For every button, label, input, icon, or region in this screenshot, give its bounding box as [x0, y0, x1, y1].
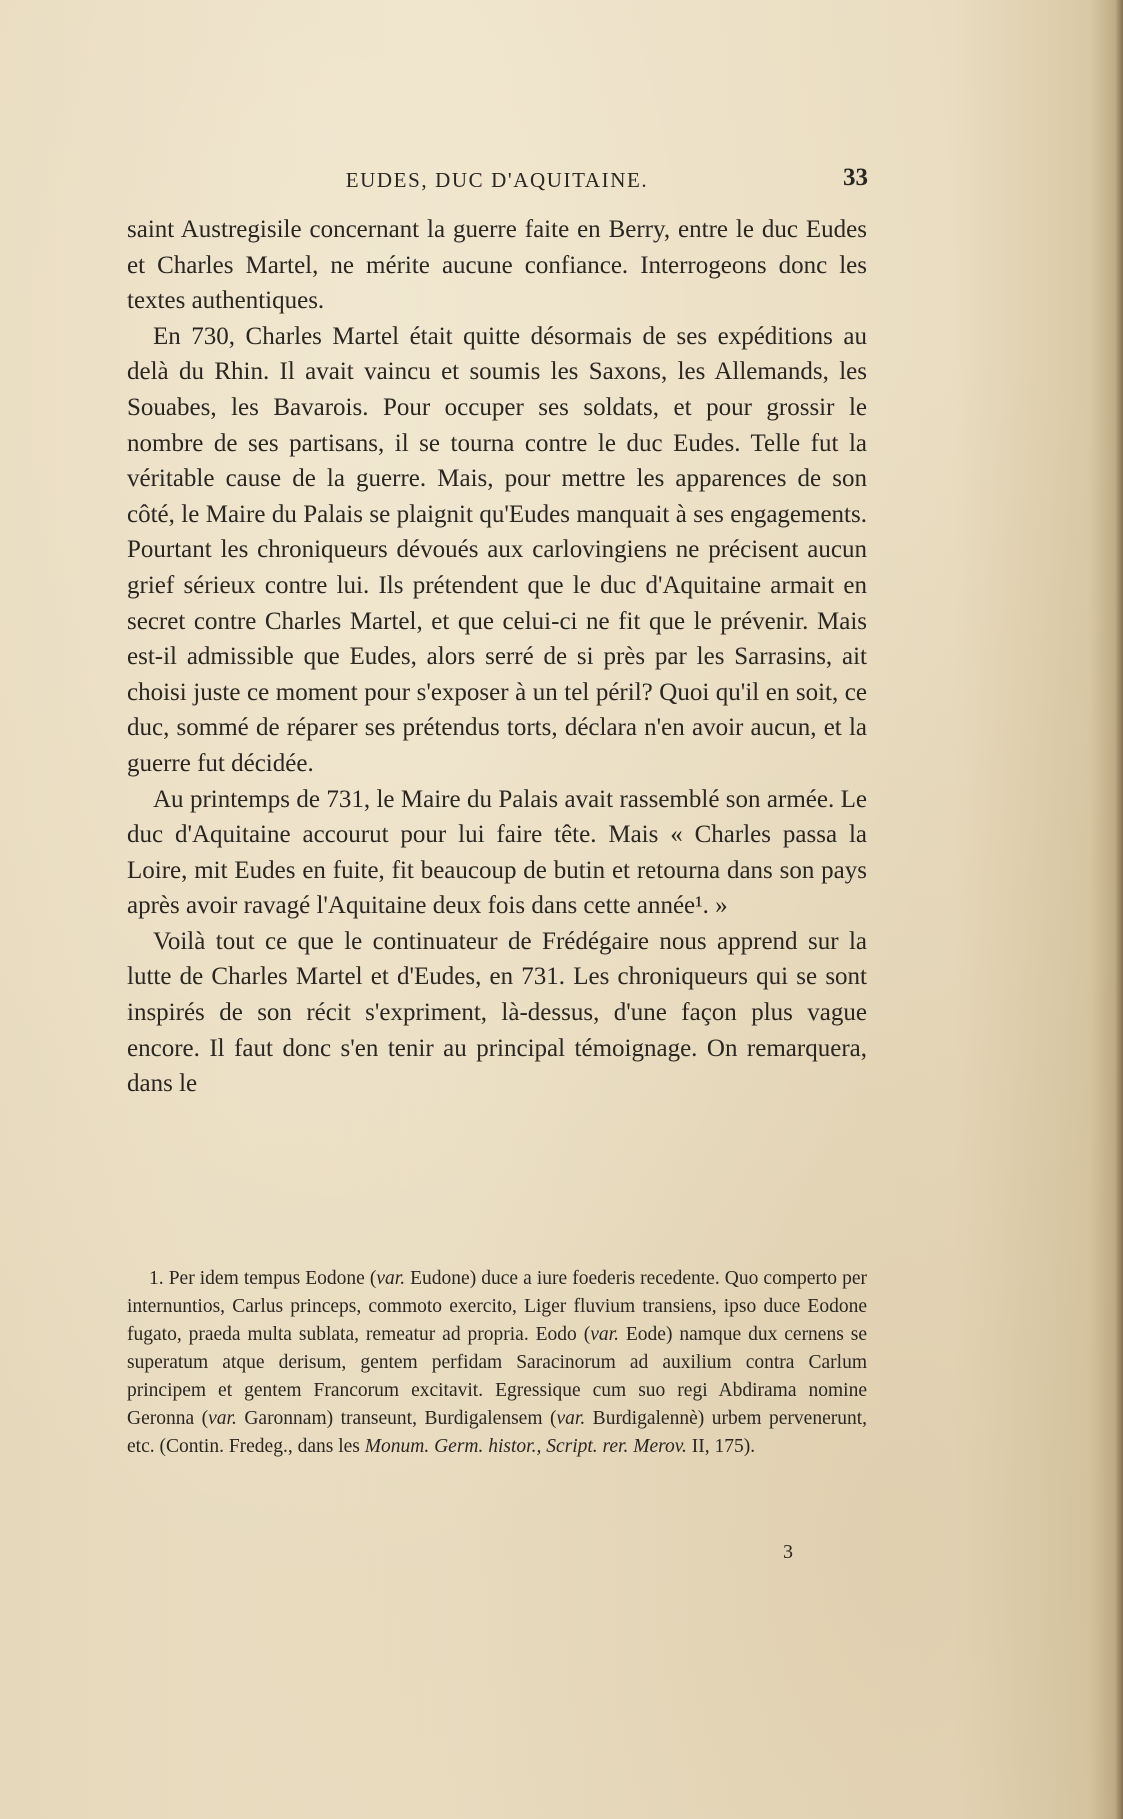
page-edge-shadow [1115, 0, 1123, 1819]
paragraph-4: Voilà tout ce que le continuateur de Frédégaire nous apprend sur la lutte de Charles Martel et d'Eudes, en 731. Les chroniqueurs qui se sont inspirés de son récit s'expriment, là-dessus, d'une façon plus vague encore. Il faut donc s'en tenir au principal témoignage. On remarquera, dans le [127, 927, 867, 1098]
footnote-text: Eudone) duce a iure foederis recedente. Quo comperto per internuntios, Carlus princeps, commoto exercito, Liger fluvium transiens, ipso duce Eodone fugato, praeda multa sublata, remeatur ad propria. Eodo ( [127, 1268, 868, 1345]
footnote-marker: 1. [149, 1268, 164, 1289]
footnote-variant: var. [376, 1268, 406, 1289]
footnote-text: Eode) namque dux cernens se superatum atque derisum, gentem perfidam Saracinorum ad auxilium contra Carlum principem et gentem Francorum excitavit. Egressique cum suo regi Abdirama nomine Geronna ( [127, 1324, 867, 1429]
paragraph-3: Au printemps de 731, le Maire du Palais avait rassemblé son armée. Le duc d'Aquitaine accourut pour lui faire tête. Mais « Charles passa la Loire, mit Eudes en fuite, fit beaucoup de butin et retourna dans son pays après avoir ravagé l'Aquitaine deux fois dans cette année¹. » [127, 785, 867, 920]
footnote-variant: var. [556, 1408, 586, 1429]
footnote-text: Per idem tempus Eodone ( [168, 1268, 377, 1289]
footnotes [127, 1265, 867, 1461]
footnote-source: Monum. Germ. histor., Script. rer. Merov. [364, 1436, 687, 1457]
footnote-variant: var. [590, 1324, 619, 1345]
footnote-variant: var. [208, 1408, 237, 1429]
body-text [127, 212, 867, 1102]
footnote-text: II, 175). [686, 1436, 756, 1457]
running-title: EUDES, DUC D'AQUITAINE. [345, 168, 649, 192]
footnote-text: Burdigalennè) urbem pervenerunt, etc. (Contin. Fredeg., dans les [127, 1408, 868, 1457]
running-head [127, 166, 867, 196]
page-number: 33 [843, 164, 868, 191]
paragraph-1: saint Austregisile concernant la guerre faite en Berry, entre le duc Eudes et Charles Martel, ne mérite aucune confiance. Interrogeons donc les textes authentiques. [127, 216, 867, 315]
signature-mark: 3 [783, 1541, 793, 1563]
footnote-text: Garonnam) transeunt, Burdigalensem ( [236, 1408, 557, 1429]
footnote-1 [127, 1265, 867, 1461]
paragraph-2: En 730, Charles Martel était quitte désormais de ses expéditions au delà du Rhin. Il avait vaincu et soumis les Saxons, les Allemands, les Souabes, les Bavarois. Pour occuper ses soldats, et pour grossir le nombre de ses partisans, il se tourna contre le duc Eudes. Telle fut la véritable cause de la guerre. Mais, pour mettre les apparences de son côté, le Maire du Palais se plaignit qu'Eudes manquait à ses engagements. Pourtant les chroniqueurs dévoués aux carlovingiens ne précisent aucun grief sérieux contre lui. Ils prétendent que le duc d'Aquitaine armait en secret contre Charles Martel, et que celui-ci ne fit que le prévenir. Mais est-il admissible que Eudes, alors serré de si près par les Sarrasins, ait choisi juste ce moment pour s'exposer à un tel péril? Quoi qu'il en soit, ce duc, sommé de réparer ses prétendus torts, déclara n'en avoir aucun, et la guerre fut décidée. [127, 322, 867, 777]
